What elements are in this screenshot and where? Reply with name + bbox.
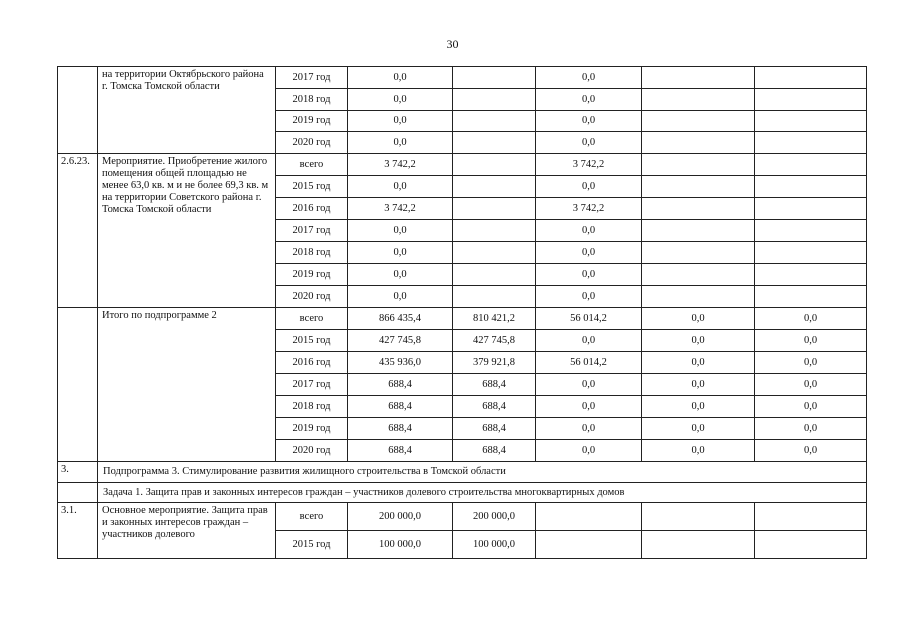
year-cell: 2018 год xyxy=(276,396,348,418)
measure-name: на территории Октябрьского района г. Томска Томской области xyxy=(98,67,276,154)
value-cell: 3 742,2 xyxy=(348,154,453,176)
value-cell: 810 421,2 xyxy=(453,308,536,330)
value-cell: 866 435,4 xyxy=(348,308,453,330)
measure-name: Основное мероприятие. Защита прав и законных интересов граждан – участников долевого xyxy=(98,503,276,559)
value-cell xyxy=(642,531,755,559)
value-cell xyxy=(755,154,867,176)
value-cell: 0,0 xyxy=(755,418,867,440)
value-cell: 0,0 xyxy=(642,330,755,352)
value-cell: 0,0 xyxy=(536,132,642,154)
value-cell xyxy=(453,264,536,286)
year-cell: 2020 год xyxy=(276,132,348,154)
value-cell xyxy=(755,89,867,111)
table-row xyxy=(58,483,867,503)
value-cell: 0,0 xyxy=(348,176,453,198)
year-cell: 2018 год xyxy=(276,242,348,264)
row-number xyxy=(58,308,98,462)
value-cell xyxy=(453,132,536,154)
value-cell xyxy=(453,154,536,176)
value-cell xyxy=(642,176,755,198)
value-cell: 688,4 xyxy=(348,374,453,396)
value-cell xyxy=(642,111,755,132)
value-cell xyxy=(642,503,755,531)
year-cell: 2015 год xyxy=(276,531,348,559)
value-cell xyxy=(755,286,867,308)
value-cell: 688,4 xyxy=(453,396,536,418)
value-cell xyxy=(642,154,755,176)
year-cell: 2015 год xyxy=(276,176,348,198)
value-cell xyxy=(755,220,867,242)
value-cell: 688,4 xyxy=(348,440,453,462)
value-cell: 688,4 xyxy=(453,374,536,396)
value-cell xyxy=(453,286,536,308)
measure-name: Итого по подпрограмме 2 xyxy=(98,308,276,462)
value-cell: 0,0 xyxy=(642,418,755,440)
section-title: Подпрограмма 3. Стимулирование развития жилищного строительства в Томской области xyxy=(98,462,867,483)
value-cell xyxy=(453,220,536,242)
value-cell: 56 014,2 xyxy=(536,308,642,330)
value-cell xyxy=(642,67,755,89)
value-cell: 688,4 xyxy=(453,440,536,462)
value-cell xyxy=(755,67,867,89)
year-cell: 2016 год xyxy=(276,198,348,220)
value-cell xyxy=(642,286,755,308)
value-cell: 200 000,0 xyxy=(453,503,536,531)
value-cell: 3 742,2 xyxy=(536,154,642,176)
value-cell xyxy=(453,111,536,132)
value-cell: 0,0 xyxy=(348,89,453,111)
year-cell: 2016 год xyxy=(276,352,348,374)
row-number: 3. xyxy=(58,462,98,483)
value-cell: 379 921,8 xyxy=(453,352,536,374)
value-cell: 0,0 xyxy=(348,220,453,242)
value-cell xyxy=(755,132,867,154)
table-row xyxy=(58,154,867,176)
value-cell: 0,0 xyxy=(642,440,755,462)
value-cell: 56 014,2 xyxy=(536,352,642,374)
value-cell: 0,0 xyxy=(642,374,755,396)
value-cell xyxy=(536,531,642,559)
value-cell xyxy=(755,531,867,559)
measure-name: Мероприятие. Приобретение жилого помещения общей площадью не менее 63,0 кв. м и не более 69,3 кв. м на территории Советского района г. Томска Томской области xyxy=(98,154,276,308)
value-cell: 0,0 xyxy=(536,396,642,418)
value-cell: 0,0 xyxy=(642,308,755,330)
value-cell: 0,0 xyxy=(536,418,642,440)
value-cell: 3 742,2 xyxy=(536,198,642,220)
value-cell xyxy=(453,242,536,264)
table-row xyxy=(58,67,867,89)
value-cell: 100 000,0 xyxy=(348,531,453,559)
year-cell: 2017 год xyxy=(276,220,348,242)
year-cell: всего xyxy=(276,308,348,330)
year-cell: 2019 год xyxy=(276,111,348,132)
value-cell: 0,0 xyxy=(755,440,867,462)
value-cell: 427 745,8 xyxy=(453,330,536,352)
value-cell: 0,0 xyxy=(755,374,867,396)
value-cell: 0,0 xyxy=(536,67,642,89)
budget-table xyxy=(57,66,867,559)
value-cell: 688,4 xyxy=(453,418,536,440)
value-cell xyxy=(755,242,867,264)
value-cell xyxy=(453,67,536,89)
year-cell: 2015 год xyxy=(276,330,348,352)
value-cell: 0,0 xyxy=(348,132,453,154)
row-number xyxy=(58,67,98,154)
value-cell xyxy=(453,176,536,198)
value-cell: 3 742,2 xyxy=(348,198,453,220)
value-cell xyxy=(755,111,867,132)
year-cell: 2020 год xyxy=(276,286,348,308)
value-cell xyxy=(755,264,867,286)
value-cell: 0,0 xyxy=(755,352,867,374)
value-cell: 0,0 xyxy=(536,264,642,286)
value-cell xyxy=(453,198,536,220)
value-cell xyxy=(642,198,755,220)
value-cell: 0,0 xyxy=(642,396,755,418)
value-cell xyxy=(755,198,867,220)
value-cell: 0,0 xyxy=(348,286,453,308)
value-cell: 0,0 xyxy=(348,242,453,264)
value-cell xyxy=(642,264,755,286)
value-cell: 0,0 xyxy=(755,330,867,352)
value-cell: 0,0 xyxy=(536,286,642,308)
value-cell xyxy=(642,89,755,111)
table-row xyxy=(58,308,867,330)
value-cell: 100 000,0 xyxy=(453,531,536,559)
value-cell: 688,4 xyxy=(348,418,453,440)
value-cell: 435 936,0 xyxy=(348,352,453,374)
row-number: 2.6.23. xyxy=(58,154,98,308)
year-cell: 2017 год xyxy=(276,374,348,396)
value-cell: 0,0 xyxy=(348,111,453,132)
row-number xyxy=(58,483,98,503)
year-cell: 2019 год xyxy=(276,264,348,286)
value-cell: 0,0 xyxy=(536,440,642,462)
value-cell: 0,0 xyxy=(536,111,642,132)
value-cell: 0,0 xyxy=(348,67,453,89)
year-cell: 2017 год xyxy=(276,67,348,89)
value-cell: 0,0 xyxy=(755,396,867,418)
table-row xyxy=(58,503,867,531)
value-cell: 0,0 xyxy=(536,176,642,198)
value-cell xyxy=(453,89,536,111)
value-cell xyxy=(642,132,755,154)
value-cell: 0,0 xyxy=(536,374,642,396)
section-title: Задача 1. Защита прав и законных интересов граждан – участников долевого строительства многоквартирных домов xyxy=(98,483,867,503)
year-cell: 2019 год xyxy=(276,418,348,440)
value-cell xyxy=(755,503,867,531)
value-cell: 0,0 xyxy=(348,264,453,286)
value-cell xyxy=(642,220,755,242)
value-cell: 0,0 xyxy=(536,242,642,264)
value-cell: 427 745,8 xyxy=(348,330,453,352)
value-cell xyxy=(536,503,642,531)
year-cell: всего xyxy=(276,154,348,176)
value-cell: 0,0 xyxy=(536,89,642,111)
row-number: 3.1. xyxy=(58,503,98,559)
value-cell: 688,4 xyxy=(348,396,453,418)
year-cell: 2020 год xyxy=(276,440,348,462)
value-cell: 200 000,0 xyxy=(348,503,453,531)
value-cell xyxy=(755,176,867,198)
value-cell: 0,0 xyxy=(755,308,867,330)
value-cell: 0,0 xyxy=(536,220,642,242)
table-row xyxy=(58,462,867,483)
page-number: 30 xyxy=(446,37,459,51)
value-cell xyxy=(642,242,755,264)
year-cell: 2018 год xyxy=(276,89,348,111)
year-cell: всего xyxy=(276,503,348,531)
value-cell: 0,0 xyxy=(536,330,642,352)
value-cell: 0,0 xyxy=(642,352,755,374)
